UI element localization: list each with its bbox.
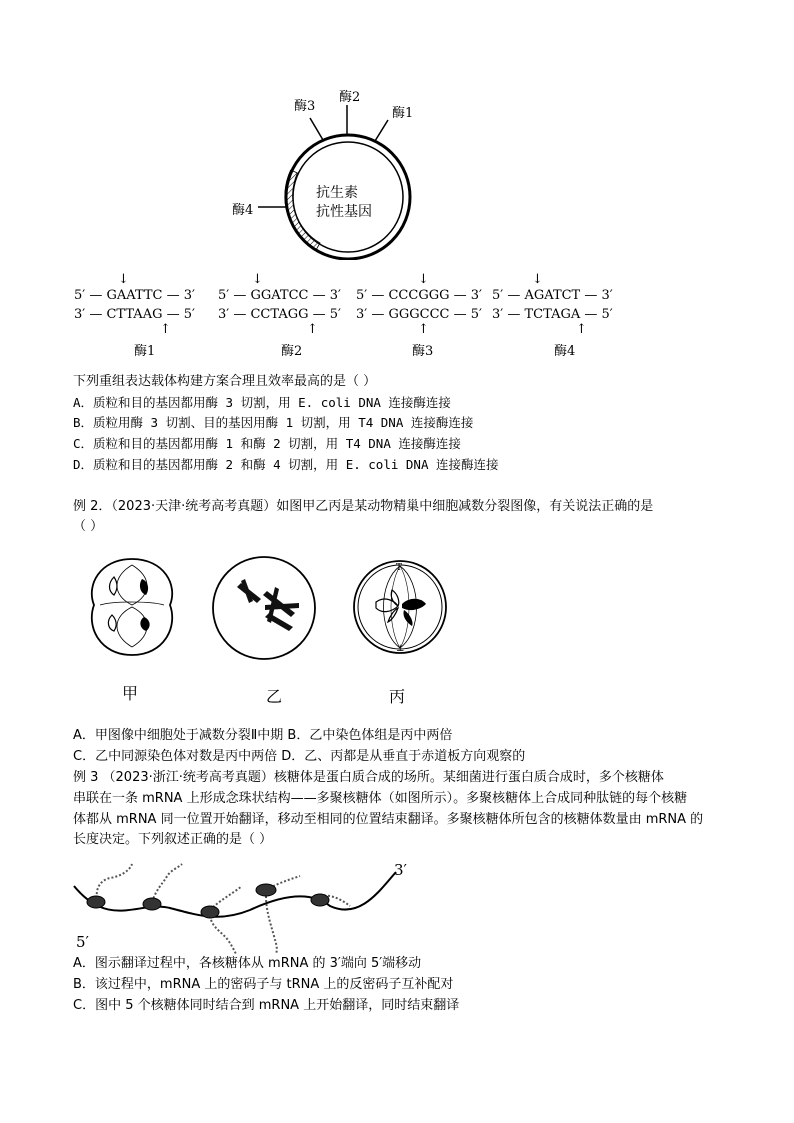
svg-text:⊥: ⊥ bbox=[396, 644, 405, 654]
polyribosome-diagram bbox=[70, 860, 420, 955]
q2-stem-line1: 例 2．（2023·天津·统考高考真题）如图甲乙丙是某动物精巢中细胞减数分裂图像，有关说法正确的是 bbox=[73, 499, 654, 514]
q1-option-a: A．质粒和目的基因都用酶 3 切割，用 E. coli DNA 连接酶连接 bbox=[73, 395, 451, 410]
mrna-3-prime-label: 3′ bbox=[394, 861, 407, 879]
q3-option-c: C．图中 5 个核糖体同时结合到 mRNA 上开始翻译，同时结束翻译 bbox=[73, 998, 460, 1013]
enzyme2-label: 酶2 bbox=[339, 90, 361, 105]
q2-stem-line2: （ ） bbox=[73, 519, 104, 534]
cell-jia-diagram bbox=[84, 555, 180, 660]
arrow-up-icon: ↑ bbox=[307, 322, 318, 337]
site-top-strand: 5′ — AGATCT — 3′ bbox=[492, 288, 613, 303]
enzyme4-label: 酶4 bbox=[232, 203, 254, 218]
arrow-down-icon: ↓ bbox=[118, 272, 129, 287]
q3-option-a: A．图示翻译过程中，各核糖体从 mRNA 的 3′端向 5′端移动 bbox=[73, 956, 422, 971]
arrow-up-icon: ↑ bbox=[160, 322, 171, 337]
arrow-down-icon: ↓ bbox=[532, 272, 543, 287]
site-name: 酶2 bbox=[281, 344, 303, 359]
arrow-up-icon: ↑ bbox=[418, 322, 429, 337]
cell-yi-diagram bbox=[209, 553, 319, 663]
q1-option-b: B．质粒用酶 3 切割、目的基因用酶 1 切割，用 T4 DNA 连接酶连接 bbox=[73, 415, 474, 430]
q2-options-line2: C．乙中同源染色体对数是丙中两倍 D．乙、丙都是从垂直于赤道板方向观察的 bbox=[73, 749, 526, 764]
arrow-down-icon: ↓ bbox=[418, 272, 429, 287]
site-bottom-strand: 3′ — TCTAGA — 5′ bbox=[492, 307, 613, 322]
q3-stem-line3: 体都从 mRNA 同一位置开始翻译，移动至相同的位置结束翻译。多聚核糖体所包含的核糖体数量由 mRNA 的 bbox=[73, 812, 704, 827]
q3-stem-line4: 长度决定。下列叙述正确的是（ ） bbox=[73, 832, 273, 847]
q1-option-d: D．质粒和目的基因都用酶 2 和酶 4 切割，用 E. coli DNA 连接酶连接 bbox=[73, 457, 499, 472]
site-name: 酶4 bbox=[554, 344, 576, 359]
arrow-down-icon: ↓ bbox=[252, 272, 263, 287]
mrna-5-prime-label: 5′ bbox=[76, 933, 89, 951]
site-bottom-strand: 3′ — CCTAGG — 5′ bbox=[218, 307, 341, 322]
site-name: 酶1 bbox=[134, 344, 156, 359]
q3-option-b: B．该过程中，mRNA 上的密码子与 tRNA 上的反密码子互补配对 bbox=[73, 977, 454, 992]
arrow-up-icon: ↑ bbox=[576, 322, 587, 337]
gene-label bbox=[316, 184, 372, 222]
q1-stem: 下列重组表达载体构建方案合理且效率最高的是（ ） bbox=[73, 374, 377, 389]
cell-bing-diagram bbox=[352, 556, 448, 658]
gene-label-line2: 抗性基因 bbox=[316, 204, 372, 220]
q3-stem-line1: 例 3 （2023·浙江·统考高考真题）核糖体是蛋白质合成的场所。某细菌进行蛋白质合成时，多个核糖体 bbox=[73, 770, 664, 785]
site-top-strand: 5′ — GGATCC — 3′ bbox=[218, 288, 341, 303]
gene-label-line1: 抗生素 bbox=[316, 185, 358, 201]
site-bottom-strand: 3′ — CTTAAG — 5′ bbox=[74, 307, 195, 322]
site-name: 酶3 bbox=[412, 344, 434, 359]
enzyme1-label: 酶1 bbox=[392, 106, 414, 121]
site-top-strand: 5′ — CCCGGG — 3′ bbox=[356, 288, 482, 303]
site-top-strand: 5′ — GAATTC — 3′ bbox=[74, 288, 195, 303]
cell-yi-label: 乙 bbox=[266, 687, 283, 706]
enzyme3-label: 酶3 bbox=[294, 99, 316, 114]
cell-jia-label: 甲 bbox=[122, 684, 139, 703]
q1-option-c: C．质粒和目的基因都用酶 1 和酶 2 切割，用 T4 DNA 连接酶连接 bbox=[73, 436, 461, 451]
q3-stem-line2: 串联在一条 mRNA 上形成念珠状结构——多聚核糖体（如图所示）。多聚核糖体上合成同种肽链的每个核糖 bbox=[73, 791, 688, 806]
q2-options-line1: A．甲图像中细胞处于减数分裂Ⅱ中期 B．乙中染色体组是丙中两倍 bbox=[73, 728, 453, 743]
svg-text:T: T bbox=[396, 563, 403, 573]
site-bottom-strand: 3′ — GGGCCC — 5′ bbox=[356, 307, 482, 322]
cell-bing-label: 丙 bbox=[389, 687, 406, 706]
